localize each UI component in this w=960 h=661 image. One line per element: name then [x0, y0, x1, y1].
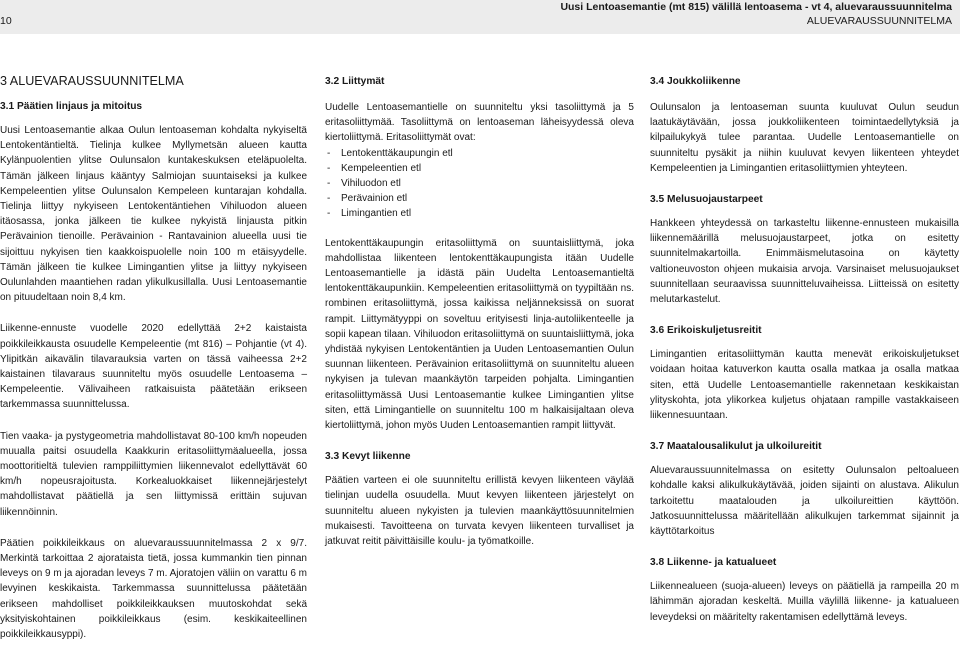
text-column-right — [650, 74, 959, 641]
text-column-middle — [325, 74, 634, 565]
document-title: Uusi Lentoasemantie (mt 815) välillä lentoasema - vt 4, aluevaraussuunnitelma — [560, 1, 952, 13]
chapter-heading: 3 ALUEVARAUSSUUNNITELMA — [0, 74, 184, 88]
body-paragraph: Päätien poikkileikkaus on aluevaraussuunnitelmassa 2 x 9/7. Merkintä tarkoittaa 2 ajorataista tietä, jossa kummankin tien pinnan leveys on 9 m ja ajoradan leveys 7 m. Ajoratojen väliin on varattu 6 m levyinen keskikaista. Tarkemmassa suunnittelussa päätetään erikseen mahdolliset poikkileikkauksen muutoskohdat sekä yksityiskohtainen poikkileikkaus (esim. keskikaiteellinen poikkileikkausyppi). — [0, 537, 307, 641]
body-paragraph: Lentokenttäkaupungin eritasoliittymä on suuntaisliittymä, joka mahdollistaa liikenteen lentokenttäkaupungista itään Uudelle Lentoasemantielle ja idästä päin Uudelta Lentoasemantieltä lentokenttäkaupunkiin. Kempeleentien eritasoliittymä on tyypiltään ns. rombinen eritasoliittymä, jossa kaikissa neljänneksissä on suorat rampit. Liittymätyyppi on soveltuu erityisesti linja-autoliikenteelle ja sopii kapean tilaan. Vihiluodon eritasoliittymä on suuntaisliittymä, joka yhdistää nykyisen Lentokentäntien ja Uuden Lentoasemantien Oulun suunnan liikenteen. Perävainion eritasoliittymä on suunniteltu alueen nykyisen ja tulevan maankäytön tarpeiden pohjalta. Limingantien eritasoliittymässä Uusi Lentoasemantie kulkee Limingantien ylitse siten, että Limingantielle on suunniteltu 100 m halkaisijaltaan oleva kiertoliittymä, johon myös Uuden Lentoasemantien rampit liittyvät. — [325, 237, 634, 432]
body-paragraph: Hankkeen yhteydessä on tarkasteltu liikenne-ennusteen mukaisilla liikennemäärillä melusuojaustarpeet, jotka on esitetty suunnitelmakartoilla. Enimmäismelutasoina on käytetty valtioneuvoston ohjeen mukaisia arvoja. Varsinaiset melusuojaukset suunnitellaan seuraavissa suunnitteluvaiheissa. Liitteissä on esitetty melutarkastelut. — [650, 218, 959, 306]
section-heading: 3.2 Liittymät — [325, 76, 385, 87]
text-column-left — [0, 74, 307, 658]
body-paragraph: Uusi Lentoasemantie alkaa Oulun lentoaseman kohdalta nykyiseltä Lentokentäntieltä. Tielinja kulkee Myllymetsän alueen kautta Kylänpuolentien ylitse Oulunsalon kuntakeskuksen eteläpuolelta. Tämän jälkeen linjaus kääntyy Salmiojan suuntaiseksi ja kulkee Kempeleentien ylitse Oulunsalon Kempeleen kuntarajan kohdalla. Tielinja liittyy nykyiseen Lentokentäntiehen Vihiluodon alueen itäosassa, jonka jälkeen tie kulkee nykyistä linjausta pitkin Perävainion tienoille. Perävainion - Rantavainion alueella uusi tie sijoittuu nykyisen tien kaakkoispuolelle noin 100 m etäisyydelle. Tämän jälkeen tie kulkee Limingantien ylitse ja liittyy nykyiseen Oulunlahden maantiehen radan ylikulkusillalla. Uusi Lentoasemantie on pituudeltaan noin 8,4 km. — [0, 125, 307, 304]
body-paragraph: Liikennealueen (suoja-alueen) leveys on päätiellä ja rampeilla 20 m lähimmän ajoradan keskeltä. Muilla väylillä liikenne- ja katualueen leveydeksi on määritelty rakentamisen edellyttämä leveys. — [650, 581, 959, 623]
junction-list — [325, 146, 634, 222]
list-item: - Vihiluodon etl — [325, 176, 634, 191]
body-paragraph: Aluevaraussuunnitelmassa on esitetty Oulunsalon peltoalueen kohdalle kaksi alikulkukäytävää, joiden sijainti on alustava. Alikulun tarkoitettu maatalouden ja ulkoilureittien käyttöön. Jatkosuunnittelussa määritellään alikulkujen tarkemmat sijainnit ja käyttötarkoitus — [650, 465, 959, 538]
section-heading: 3.6 Erikoiskuljetusreitit — [650, 325, 762, 337]
section-heading: 3.3 Kevyt liikenne — [325, 451, 411, 463]
body-paragraph: Tien vaaka- ja pystygeometria mahdollistavat 80-100 km/h nopeuden muualla paitsi osuudella Kaakkurin eritasoliittymäalueella, jossa moottoritieltä tulevien ramppiliittymien liikennevalot edellyttävät 60 km/h nopeusrajoitusta. Korkealuokkaiset liikennejärjestelyt mahdollistavat päätiellä ja sen liittymissä erittäin sujuvan liikennöinnin. — [0, 430, 307, 518]
body-paragraph: Oulunsalon ja lentoaseman suunta kuuluvat Oulun seudun laatukäytävään, jossa joukkoliikenteen toimintaedellytyksiä ja kilpailukykyä tulee parantaa. Uudelle Lentoasemantielle on suunniteltu pysäkit ja niihin kuuluvat kevyen liikenteen yhteydet Kempeleentien ja Limingantien eritasoliittymien yhteyteen. — [650, 102, 959, 174]
body-paragraph: Päätien varteen ei ole suunniteltu erillistä kevyen liikenteen väylää tielinjan uudella osuudella. Muut kevyen liikenteen järjestelyt on suunniteltu alueen nykyisten ja tulevien maankäyttösuunnitelmien mukaisesti. Tavoitteena on turvata kevyen liikenteen turvalliset ja jatkuvat reitit päivittäisille koulu- ja työmatkoille. — [325, 475, 634, 548]
section-heading: 3.7 Maatalousalikulut ja ulkoilureitit — [650, 441, 822, 453]
page-header — [0, 0, 960, 34]
list-item: - Lentokenttäkaupungin etl — [325, 146, 634, 161]
body-paragraph: Liikenne-ennuste vuodelle 2020 edellyttää 2+2 kaistaista poikkileikkausta osuudelle Kempeleentie (mt 816) – Pohjantie (vt 4). Ylipitkän aikavälin tilavarauksia varten on tässä vaiheessa 2+2 kaistainen tilavaraus suunniteltu myös osuudelle Lentoasema – Kempeleentie. Välivaiheen ratkaisuista päätetään erikseen tarkemmassa suunnittelussa. — [0, 323, 307, 411]
list-item: - Perävainion etl — [325, 191, 634, 206]
list-item: - Limingantien etl — [325, 206, 634, 221]
section-heading: 3.4 Joukkoliikenne — [650, 76, 741, 87]
section-heading: 3.8 Liikenne- ja katualueet — [650, 557, 777, 569]
page-number: 10 — [0, 15, 12, 27]
list-item: - Kempeleentien etl — [325, 161, 634, 176]
body-paragraph: Uudelle Lentoasemantielle on suunniteltu yksi tasoliittymä ja 5 eritasoliittymää. Tasoliittymä on lentoaseman läheisyydessä oleva kiertoliittymä. Eritasoliittymät ovat: — [325, 102, 634, 144]
body-paragraph: Limingantien eritasoliittymän kautta menevät erikoiskuljetukset voidaan hoitaa katuverkon kautta osalla matkaa ja osalla matkaa siten, että Uudelle Lentoasemantielle rakennetaan keskikaistan ylityskohta, jota ylikorkea kuljetus ohjataan rampille vastakkaiseen liikennesuuntaan. — [650, 349, 959, 422]
section-heading: 3.5 Melusuojaustarpeet — [650, 194, 763, 206]
header-section-name: ALUEVARAUSSUUNNITELMA — [806, 15, 952, 27]
section-heading: 3.1 Päätien linjaus ja mitoitus — [0, 101, 143, 112]
